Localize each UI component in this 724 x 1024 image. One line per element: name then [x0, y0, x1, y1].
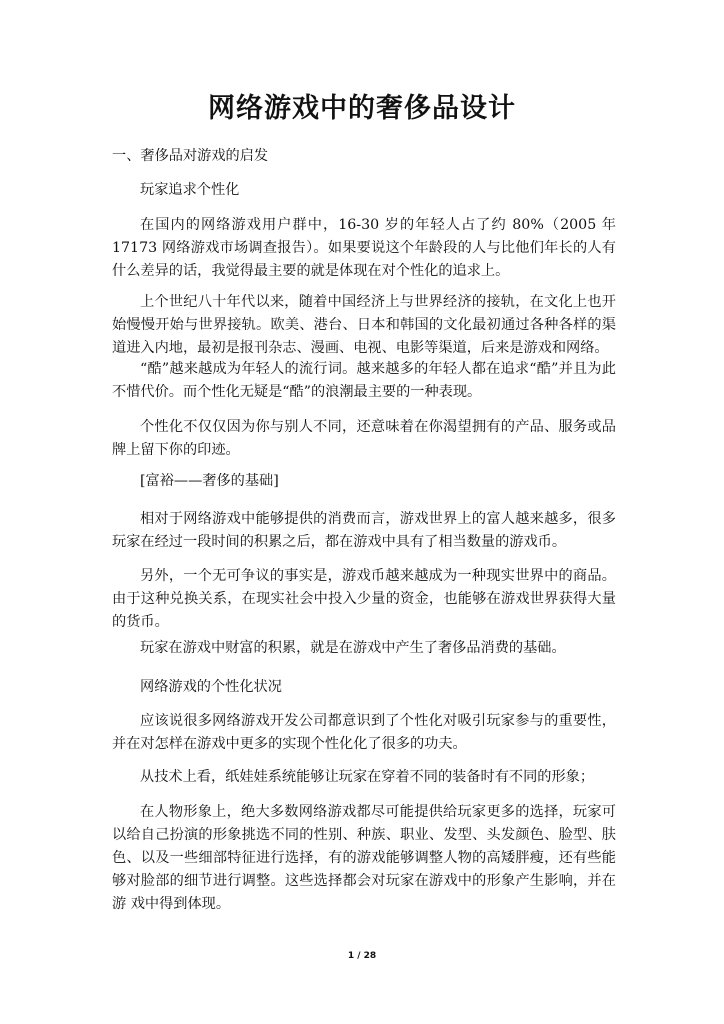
paragraph: “酷”越来越成为年轻人的流行词。越来越多的年轻人都在追求“酷”并且为此不惜代价。而个性化无疑是“酷”的浪潮最主要的一种表现。 — [112, 361, 616, 400]
paragraph: 相对于网络游戏中能够提供的消费而言，游戏世界上的富人越来越多，很多玩家在经过一段时间的积累之后，都在游戏中具有了相当数量的游戏币。 — [112, 511, 616, 550]
page-number: 1 / 28 — [347, 951, 377, 961]
section-heading: 一、奢侈品对游戏的启发 — [112, 148, 269, 164]
paragraph: 从技术上看，纸娃娃系统能够让玩家在穿着不同的装备时有不同的形象； — [140, 769, 595, 785]
paragraph: 上个世纪八十年代以来，随着中国经济上与世界经济的接轨，在文化上也开始慢慢开始与世界接轨。欧美、港台、日本和韩国的文化最初通过各种各样的渠道进入内地，最初是报刊杂志、漫画、电视、电影等渠道，后来是游戏和网络。 — [112, 294, 616, 356]
paragraph: 另外，一个无可争议的事实是，游戏币越来越成为一种现实世界中的商品。由于这种兑换关系，在现实社会中投入少量的资金，也能够在游戏世界获得大量的货币。 — [112, 568, 616, 630]
document-title: 网络游戏中的奢侈品设计 — [208, 93, 516, 124]
paragraph: 应该说很多网络游戏开发公司都意识到了个性化对吸引玩家参与的重要性，并在对怎样在游戏中更多的实现个性化化了很多的功夫。 — [112, 713, 616, 752]
paragraph: 个性化不仅仅因为你与别人不同，还意味着在你渴望拥有的产品、服务或品牌上留下你的印迹。 — [112, 419, 616, 458]
subheading-wealth: [富裕——奢侈的基础] — [140, 473, 279, 489]
paragraph: 玩家在游戏中财富的积累，就是在游戏中产生了奢侈品消费的基础。 — [140, 640, 566, 656]
subheading-game-status: 网络游戏的个性化状况 — [140, 679, 282, 695]
paragraph: 在国内的网络游戏用户群中，16-30 岁的年轻人占了约 80%（2005 年 17173 网络游戏市场调查报告）。如果要说这个年龄段的人与比他们年长的人有什么差异的话，我觉得最主要的就是体现在对个性化的追求上。 — [112, 217, 616, 279]
paragraph: 在人物形象上，绝大多数网络游戏都尽可能提供给玩家更多的选择，玩家可以给自己扮演的形象挑选不同的性别、种族、职业、发型、头发颜色、脸型、肤色、以及一些细部特征进行选择，有的游戏能够调整人物的高矮胖瘦，还有些能够对脸部的细节进行调整。这些选择都会对玩家在游戏中的形象产生影响，并在游 戏中得到体现。 — [112, 804, 616, 912]
subheading-personalization: 玩家追求个性化 — [140, 182, 240, 198]
